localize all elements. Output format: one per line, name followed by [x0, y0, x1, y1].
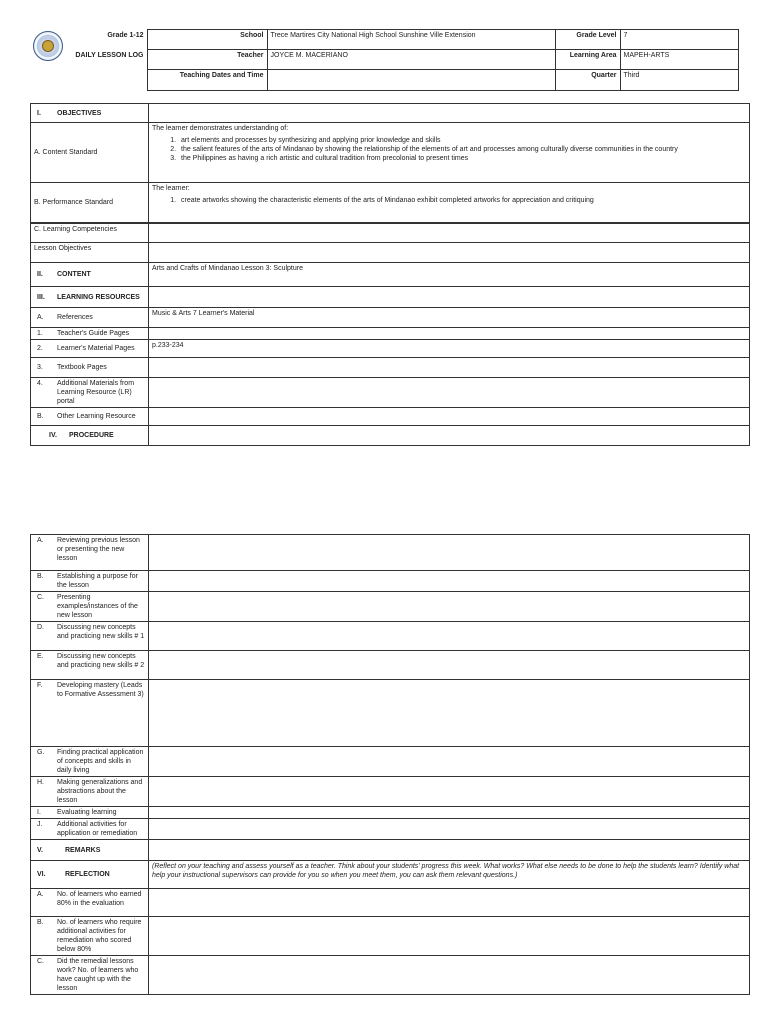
additional-materials-value [149, 378, 750, 408]
resources-heading [31, 287, 149, 308]
textbook-label-cell [31, 358, 149, 378]
procedure-heading [31, 426, 149, 446]
objectives-value [149, 104, 750, 123]
reflection-item-label: No. of learners who require additional activities for remediation who scored below 80% [57, 919, 142, 953]
step-num: J. [37, 821, 43, 828]
content-value: Arts and Crafts of Mindanao Lesson 3: Sculpture [149, 263, 750, 287]
resources-num: III. [37, 293, 45, 301]
other-resource-label: Other Learning Resource [57, 413, 136, 420]
reflection-item [31, 917, 149, 956]
references-label: References [57, 314, 93, 321]
objectives-heading [31, 104, 149, 123]
step-label: Discussing new concepts and practicing new skills # 1 [57, 624, 145, 640]
performance-standard-list [152, 196, 746, 205]
content-standard-list [152, 136, 746, 163]
learners-material-label: Learner's Material Pages [57, 345, 135, 352]
content-standard-cell [149, 123, 750, 183]
procedure-step [31, 571, 149, 592]
step-num: A. [37, 537, 44, 544]
teachers-guide-label-cell [31, 328, 149, 340]
step-label: Evaluating learning [57, 809, 117, 816]
step-value [149, 807, 750, 819]
remarks-num: V. [37, 846, 43, 854]
school-label: School [147, 30, 267, 50]
remarks-label: REMARKS [65, 846, 101, 854]
additional-materials-label: Additional Materials from Learning Resource (LR) portal [57, 380, 135, 405]
objectives-table [30, 103, 750, 446]
step-value [149, 680, 750, 747]
learning-area-value: MAPEH-ARTS [620, 50, 738, 70]
step-value [149, 651, 750, 680]
learning-area-label: Learning Area [555, 50, 620, 70]
step-label: Discussing new concepts and practicing new skills # 2 [57, 653, 145, 669]
step-num: H. [37, 779, 44, 786]
learners-material-num: 2. [37, 345, 43, 352]
reflection-prompt: (Reflect on your teaching and assess yourself as a teacher. Think about your students' progress this week. What works? What else needs to be done to help the students learn? Identify what help your instructional supervisors can provide for you so when you meet them, you can ask them relevant questions.) [149, 861, 750, 889]
step-label: Reviewing previous lesson or presenting the new lesson [57, 537, 140, 562]
procedure-step [31, 592, 149, 622]
content-label: CONTENT [57, 271, 91, 278]
reflection-item-value [149, 917, 750, 956]
content-standard-intro: The learner demonstrates understanding of: [152, 125, 289, 132]
procedure-step [31, 622, 149, 651]
references-value: Music & Arts 7 Learner's Material [149, 308, 750, 328]
other-resource-label-cell [31, 408, 149, 426]
reflection-item [31, 889, 149, 917]
header-table [30, 29, 739, 91]
reflection-item-num: B. [37, 919, 44, 926]
step-label: Making generalizations and abstractions about the lesson [57, 779, 143, 804]
quarter-value: Third [620, 70, 738, 91]
step-value [149, 592, 750, 622]
step-label: Additional activities for application or remediation [57, 821, 138, 837]
header-blank [30, 70, 147, 91]
step-value [149, 819, 750, 840]
textbook-label: Textbook Pages [57, 364, 107, 371]
performance-standard-cell [149, 183, 750, 223]
step-value [149, 747, 750, 777]
teacher-label: Teacher [147, 50, 267, 70]
procedure-table [30, 534, 750, 995]
reflection-item-value [149, 889, 750, 917]
references-label-cell [31, 308, 149, 328]
step-num: C. [37, 594, 44, 601]
step-num: F. [37, 682, 43, 689]
remarks-heading [31, 840, 149, 861]
competencies-label: C. Learning Competencies [31, 223, 149, 243]
learners-material-label-cell [31, 340, 149, 358]
other-resource-num: B. [37, 413, 44, 420]
textbook-value [149, 358, 750, 378]
step-value [149, 777, 750, 807]
step-value [149, 571, 750, 592]
reflection-label: REFLECTION [65, 871, 110, 878]
content-standard-item: 1. art elements and processes by synthesizing and applying prior knowledge and skills [178, 136, 746, 145]
resources-label: LEARNING RESOURCES [57, 293, 140, 301]
dates-label: Teaching Dates and Time [147, 70, 267, 91]
teacher-value: JOYCE M. MACERIANO [267, 50, 555, 70]
procedure-num: IV. [49, 432, 57, 439]
school-value: Trece Martires City National High School Sunshine Ville Extension [267, 30, 555, 50]
content-standard-item: 3. the Philippines as having a rich artistic and cultural tradition from precolonial to present times [178, 154, 746, 163]
procedure-step [31, 819, 149, 840]
lesson-objectives-label: Lesson Objectives [31, 243, 149, 263]
step-value [149, 622, 750, 651]
step-value [149, 535, 750, 571]
remarks-value [149, 840, 750, 861]
grade-level-label: Grade Level [555, 30, 620, 50]
performance-standard-label: B. Performance Standard [31, 183, 149, 223]
objectives-label: OBJECTIVES [57, 109, 102, 117]
step-label: Establishing a purpose for the lesson [57, 573, 138, 589]
additional-materials-num: 4. [37, 380, 43, 387]
objectives-num: I. [37, 109, 41, 117]
procedure-step [31, 747, 149, 777]
procedure-step [31, 680, 149, 747]
log-title: DAILY LESSON LOG [30, 50, 147, 70]
learners-material-value: p.233-234 [149, 340, 750, 358]
additional-materials-label-cell [31, 378, 149, 408]
reflection-heading [31, 861, 149, 889]
teachers-guide-label: Teacher's Guide Pages [57, 330, 130, 337]
grade-range: Grade 1-12 [30, 30, 147, 50]
reflection-item [31, 956, 149, 995]
reflection-num: VI. [37, 871, 46, 878]
reflection-item-label: Did the remedial lessons work? No. of learners who have caught up with the lesson [57, 958, 139, 992]
content-heading [31, 263, 149, 287]
reflection-item-num: C. [37, 958, 44, 965]
step-num: I. [37, 809, 41, 816]
teachers-guide-num: 1. [37, 330, 43, 337]
teachers-guide-value [149, 328, 750, 340]
content-standard-label: A. Content Standard [31, 123, 149, 183]
performance-standard-intro: The learner: [152, 185, 190, 192]
step-num: E. [37, 653, 44, 660]
procedure-value [149, 426, 750, 446]
procedure-step [31, 651, 149, 680]
step-label: Finding practical application of concepts and skills in daily living [57, 749, 144, 774]
other-resource-value [149, 408, 750, 426]
grade-level-value: 7 [620, 30, 738, 50]
quarter-label: Quarter [555, 70, 620, 91]
content-num: II. [37, 271, 43, 278]
reflection-item-num: A. [37, 891, 44, 898]
lesson-objectives-value [149, 243, 750, 263]
step-num: G. [37, 749, 45, 756]
reflection-item-value [149, 956, 750, 995]
textbook-num: 3. [37, 364, 43, 371]
step-num: D. [37, 624, 44, 631]
reflection-item-label: No. of learners who earned 80% in the evaluation [57, 891, 142, 907]
references-num: A. [37, 314, 44, 321]
procedure-step [31, 535, 149, 571]
procedure-label: PROCEDURE [69, 432, 114, 439]
step-label: Developing mastery (Leads to Formative Assessment 3) [57, 682, 144, 698]
resources-value [149, 287, 750, 308]
competencies-value [149, 223, 750, 243]
performance-standard-item: 1. create artworks showing the characteristic elements of the arts of Mindanao exhibit completed artworks for appreciation and critiquing [178, 196, 746, 205]
content-standard-item: 2. the salient features of the arts of Mindanao by showing the relationship of the elements of art and processes among culturally diverse communities in the country [178, 145, 746, 154]
step-num: B. [37, 573, 44, 580]
procedure-step [31, 777, 149, 807]
dates-value [267, 70, 555, 91]
procedure-step [31, 807, 149, 819]
step-label: Presenting examples/instances of the new lesson [57, 594, 138, 619]
